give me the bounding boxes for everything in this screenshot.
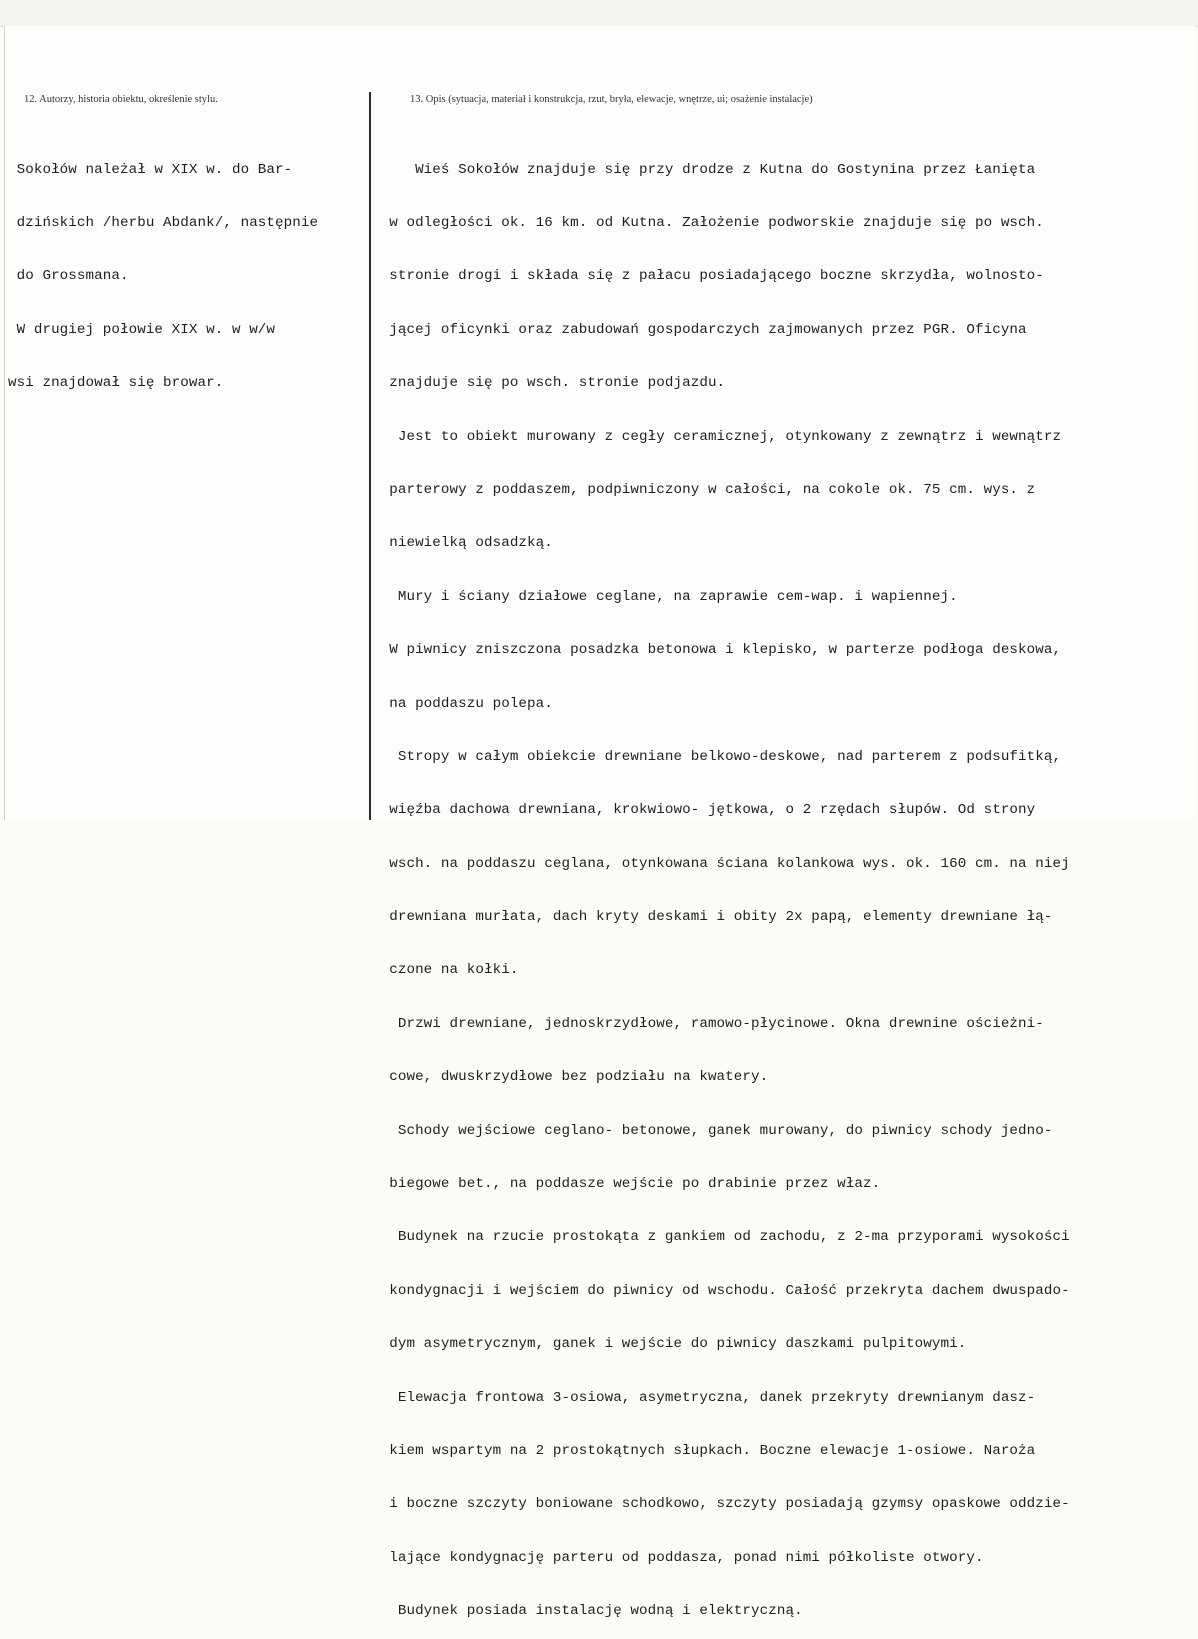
description-line: i boczne szczyty boniowane schodkowo, szczyty posiadają gzymsy opaskowe oddzie- <box>372 1496 1070 1513</box>
description-line: jącej oficynki oraz zabudowań gospodarczych zajmowanych przez PGR. Oficyna <box>372 321 1027 338</box>
description-line: Schody wejściowe ceglano- betonowe, ganek murowany, do piwnicy schody jedno- <box>372 1122 1053 1139</box>
description-line: Elewacja frontowa 3-osiowa, asymetryczna, danek przekryty drewnianym dasz- <box>372 1389 1036 1406</box>
description-line: wsch. na poddaszu ceglana, otynkowana ściana kolankowa wys. ok. 160 cm. na niej <box>372 855 1070 872</box>
page-top-edge <box>0 0 1198 27</box>
description-line: kiem wspartym na 2 prostokątnych słupkach. Boczne elewacje 1-osiowe. Naroża <box>372 1442 1036 1459</box>
description-line: więźba dachowa drewniana, krokwiowo- jętkowa, o 2 rzędach słupów. Od strony <box>372 802 1036 819</box>
description-line: niewielką odsadzką. <box>372 535 553 552</box>
column-divider <box>369 92 371 820</box>
description-line: lające kondygnację parteru od poddasza, ponad nimi półkoliste otwory. <box>372 1549 984 1566</box>
description-line: drewniana murłata, dach kryty deskami i obity 2x papą, elementy drewniane łą- <box>372 909 1053 926</box>
description-line: dym asymetrycznym, ganek i wejście do piwnicy daszkami pulpitowymi. <box>372 1336 967 1353</box>
description-line: znajduje się po wsch. stronie podjazdu. <box>372 375 726 392</box>
description-line: czone na kołki. <box>372 962 519 979</box>
description-line: stronie drogi i składa się z pałacu posiadającego boczne skrzydła, wolnosto- <box>372 268 1044 285</box>
right-column-header: 13. Opis (sytuacja, materiał i konstrukcja, rzut, bryła, elewacje, wnętrze, ui; osażenie instalacje) <box>410 94 813 105</box>
description-line: Stropy w całym obiekcie drewniane belkowo-deskowe, nad parterem z podsufitką, <box>372 748 1062 765</box>
history-text <box>8 126 318 411</box>
description-line: parterowy z poddaszem, podpiwniczony w całości, na cokole ok. 75 cm. wys. z <box>372 481 1036 498</box>
history-line: do Grossmana. <box>8 268 129 285</box>
description-line: cowe, dwuskrzydłowe bez podziału na kwatery. <box>372 1069 769 1086</box>
description-line: Wieś Sokołów znajduje się przy drodze z Kutna do Gostynina przez Łanięta <box>372 161 1036 178</box>
left-column-header: 12. Autorzy, historia obiektu, określenie stylu. <box>24 94 218 105</box>
description-line: biegowe bet., na poddasze wejście po drabinie przez właz. <box>372 1176 881 1193</box>
history-line: Sokołów należał w XIX w. do Bar- <box>8 161 293 178</box>
description-line: na poddaszu polepa. <box>372 695 553 712</box>
description-line: kondygnacji i wejściem do piwnicy od wschodu. Całość przekryta dachem dwuspado- <box>372 1282 1070 1299</box>
history-line: dzińskich /herbu Abdank/, następnie <box>8 214 319 231</box>
description-line: Jest to obiekt murowany z cegły ceramicznej, otynkowany z zewnątrz i wewnątrz <box>372 428 1062 445</box>
description-line: Mury i ściany działowe ceglane, na zaprawie cem-wap. i wapiennej. <box>372 588 958 605</box>
description-line: Budynek posiada instalację wodną i elektryczną. <box>372 1603 803 1620</box>
history-line: W drugiej połowie XIX w. w w/w <box>8 321 276 338</box>
description-line: Drzwi drewniane, jednoskrzydłowe, ramowo-płycinowe. Okna drewnine ościeżni- <box>372 1015 1044 1032</box>
description-text <box>372 126 1070 1639</box>
description-line: W piwnicy zniszczona posadzka betonowa i klepisko, w parterze podłoga deskowa, <box>372 642 1062 659</box>
description-line: w odległości ok. 16 km. od Kutna. Założenie podworskie znajduje się po wsch. <box>372 214 1044 231</box>
description-line: Budynek na rzucie prostokąta z gankiem od zachodu, z 2-ma przyporami wysokości <box>372 1229 1070 1246</box>
history-line: wsi znajdował się browar. <box>8 375 224 392</box>
